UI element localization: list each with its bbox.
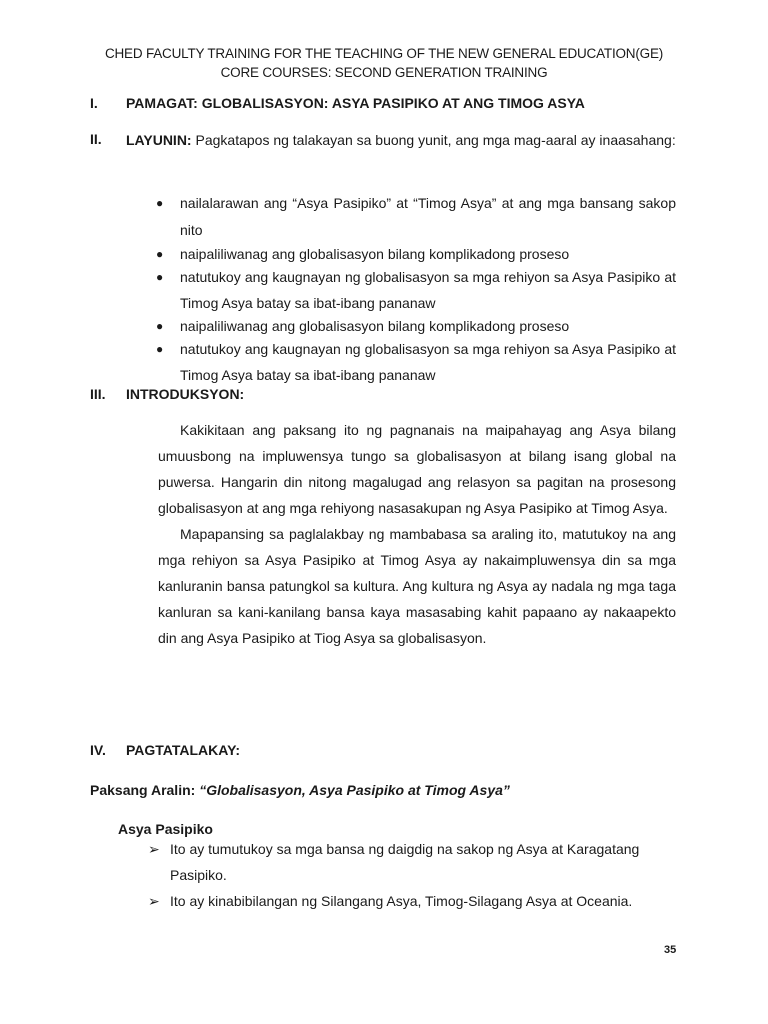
- subsection-title: Asya Pasipiko: [118, 821, 213, 837]
- section-4-title: PAGTATALAKAY:: [126, 742, 241, 758]
- discussion-points: [148, 836, 678, 914]
- introduction-body: [158, 417, 676, 651]
- section-1-number: I.: [90, 95, 98, 111]
- lesson-topic-title: “Globalisasyon, Asya Pasipiko at Timog Asya”: [199, 782, 510, 798]
- section-2-number: II.: [90, 131, 102, 147]
- objectives-intro: [126, 127, 676, 154]
- objectives-intro-text: Pagkatapos ng talakayan sa buong yunit, ang mga mag-aaral ay inaasahang:: [191, 132, 676, 148]
- intro-paragraph-2: Mapapansing sa paglalakbay ng mambabasa sa araling ito, matutukoy na ang mga rehiyon sa Asya Pasipiko at Timog Asya ay nakaimpluwensya din sa mga kanluranin bansa patungkol sa kultura. Ang kultura ng Asya ay nadala ng mga taga kanluran sa kani-kanilang bansa kaya masasabing kahit papaano ay nakaapekto din ang Asya Pasipiko at Tiog Asya sa globalisasyon.: [158, 526, 676, 646]
- arrow-bullet-icon: ➢: [148, 841, 160, 857]
- bullet-icon: ●: [156, 270, 164, 284]
- bullet-icon: ●: [156, 196, 164, 210]
- discussion-point: ➢ Ito ay kinabibilangan ng Silangang Asya, Timog-Silagang Asya at Oceania.: [148, 888, 678, 914]
- bullet-icon: ●: [156, 342, 164, 356]
- section-4-number: IV.: [90, 742, 106, 758]
- objective-item: ● naipaliliwanag ang globalisasyon bilang komplikadong proseso: [156, 246, 570, 262]
- header-line-2: CORE COURSES: SECOND GENERATION TRAINING: [220, 65, 548, 80]
- lesson-topic: [90, 782, 510, 798]
- objectives-list: [156, 190, 676, 388]
- intro-paragraph-1: Kakikitaan ang paksang ito ng pagnanais na maipahayag ang Asya bilang umuusbong na impluwensya tungo sa globalisasyon at bilang isang global na puwersa. Hangarin din nitong magalugad ang relasyon sa pagitan na prosesong globalisasyon at ang mga rehiyong nasasakupan ng Asya Pasipiko at Timog Asya.: [158, 422, 676, 516]
- arrow-bullet-icon: ➢: [148, 893, 160, 909]
- section-3-number: III.: [90, 386, 106, 402]
- objective-item: ● nailalarawan ang “Asya Pasipiko” at “Timog Asya” at ang mga bansang sakop nito: [156, 190, 676, 244]
- page-number: 35: [664, 944, 677, 956]
- section-1-title: PAMAGAT: GLOBALISASYON: ASYA PASIPIKO AT ANG TIMOG ASYA: [126, 95, 585, 111]
- header-line-1: CHED FACULTY TRAINING FOR THE TEACHING OF THE NEW GENERAL EDUCATION(GE): [104, 46, 664, 61]
- discussion-point: ➢ Ito ay tumutukoy sa mga bansa ng daigdig na sakop ng Asya at Karagatang Pasipiko.: [148, 836, 678, 888]
- objective-item: ● natutukoy ang kaugnayan ng globalisasyon sa mga rehiyon sa Asya Pasipiko at Timog Asya batay sa ibat-ibang pananaw: [156, 264, 676, 316]
- objective-item: ● natutukoy ang kaugnayan ng globalisasyon sa mga rehiyon sa Asya Pasipiko at Timog Asya batay sa ibat-ibang pananaw: [156, 336, 676, 388]
- objective-item: ● naipaliliwanag ang globalisasyon bilang komplikadong proseso: [156, 318, 570, 334]
- bullet-icon: ●: [156, 247, 164, 261]
- section-3-title: INTRODUKSYON:: [126, 386, 245, 402]
- document-header: [0, 44, 768, 82]
- objectives-label: LAYUNIN:: [126, 132, 192, 148]
- bullet-icon: ●: [156, 319, 164, 333]
- lesson-topic-label: Paksang Aralin:: [90, 782, 200, 798]
